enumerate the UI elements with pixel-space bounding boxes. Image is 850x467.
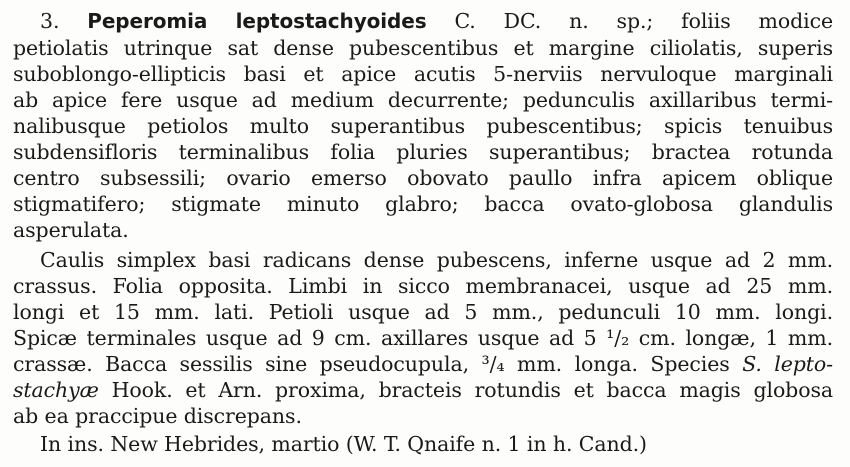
description-line-2: crassus. Folia opposita. Limbi in sicco membranacei, usque ad 25 mm. <box>13 274 833 298</box>
diagnosis-line-3: suboblongo-ellipticis basi et apice acutis 5-nerviis nervuloque marginali <box>13 62 833 86</box>
diagnosis-line-2: petiolatis utrinque sat dense pubescentibus et margine ciliolatis, superis <box>13 36 833 60</box>
diagnosis-line-7: centro subsessili; ovario emerso obovato paullo infra apicem oblique <box>13 166 833 190</box>
description-line-6-text: Hook. et Arn. proxima, bracteis rotundis et bacca magis globosa <box>111 378 833 402</box>
diagnosis-line-4: ab apice fere usque ad medium decurrente; pedunculis axillaribus termi- <box>13 88 833 112</box>
species-author: C. DC. n. sp.; <box>454 9 654 33</box>
species-heading-line <box>40 8 833 34</box>
description-line-3: longi et 15 mm. lati. Petioli usque ad 5 mm., pedunculi 10 mm. longi. <box>13 300 833 324</box>
description-line-4: Spicæ terminales usque ad 9 cm. axillares usque ad 5 ¹/₂ cm. longæ, 1 mm. <box>13 326 833 350</box>
diagnosis-line-9: asperulata. <box>13 218 129 242</box>
diagnosis-line-8: stigmatifero; stigmate minuto glabro; bacca ovato-globosa glandulis <box>13 192 833 216</box>
description-line-6 <box>13 377 833 403</box>
description-line-7: ab ea praccipue discrepans. <box>13 404 302 428</box>
species-reference-part-1: S. lepto- <box>742 352 833 376</box>
diagnosis-line-1: foliis modice <box>681 9 833 33</box>
diagnosis-line-6: subdensifloris terminalibus folia pluries superantibus; bractea rotunda <box>13 140 833 164</box>
description-line-1: Caulis simplex basi radicans dense pubescens, inferne usque ad 2 mm. <box>40 248 833 272</box>
diagnosis-line-5: nalibusque petiolos multo superantibus pubescentibus; spicis tenuibus <box>13 114 833 138</box>
description-line-5 <box>13 351 833 377</box>
species-name: Peperomia leptostachyoides <box>87 9 427 33</box>
species-number: 3. <box>40 9 60 33</box>
description-line-5-text: crassæ. Bacca sessilis sine pseudocupula, ³/₄ mm. longa. Species <box>13 352 730 376</box>
species-reference-part-2: stachyæ <box>13 378 99 402</box>
locality-line: In ins. New Hebrides, martio (W. T. Qnaife n. 1 in h. Cand.) <box>40 432 647 456</box>
